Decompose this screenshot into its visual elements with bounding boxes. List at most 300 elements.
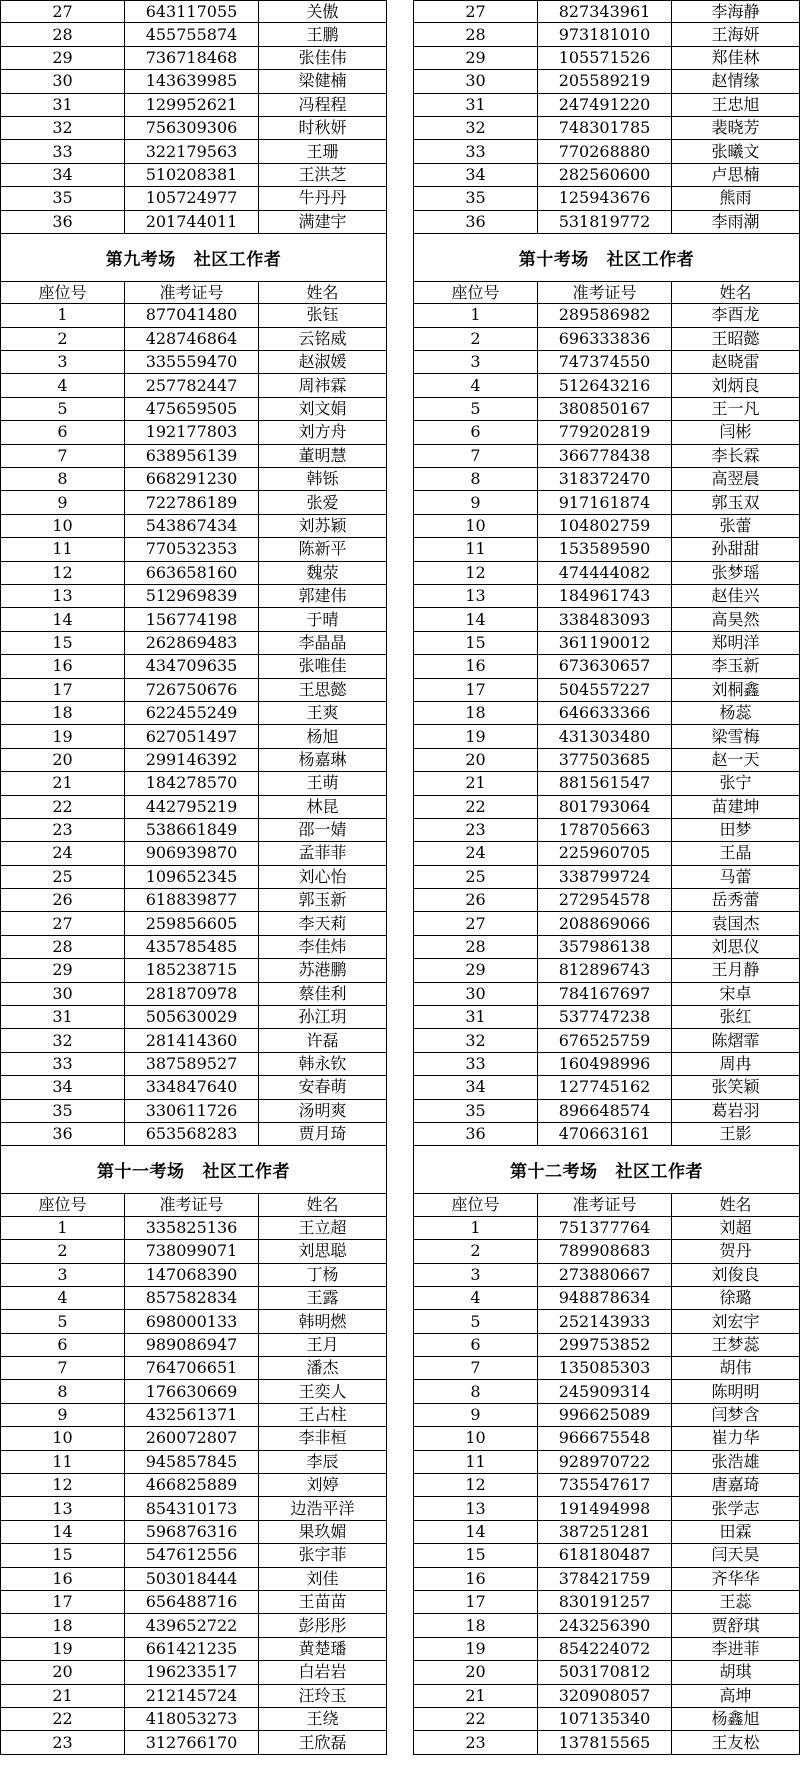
ticket-number: 361190012 [537,632,671,654]
seat-number: 32 [0,1029,124,1051]
table-row [413,398,800,421]
seat-number: 6 [0,421,124,443]
table-row [413,70,800,93]
table-row [413,538,800,561]
table-row [413,328,800,351]
candidate-name: 张爱 [258,491,387,513]
candidate-name: 赵佳兴 [671,585,800,607]
candidate-name: 王绕 [258,1708,387,1730]
table-row [0,1708,387,1731]
seat-number: 27 [413,1,537,22]
table-row [413,47,800,70]
ticket-number: 196233517 [124,1661,258,1683]
table-header-row [0,1193,387,1216]
table-row [0,374,387,397]
candidate-name: 王友松 [671,1731,800,1753]
ticket-number: 377503685 [537,749,671,771]
candidate-name: 赵一天 [671,749,800,771]
seat-number: 13 [0,585,124,607]
seat-number: 13 [0,1497,124,1519]
candidate-name: 郭玉双 [671,491,800,513]
table-row [0,866,387,889]
ticket-number: 156774198 [124,608,258,630]
table-row [0,983,387,1006]
ticket-number: 185238715 [124,959,258,981]
seat-number: 35 [413,1100,537,1122]
ticket-number: 243256390 [537,1614,671,1636]
ticket-number: 247491220 [537,94,671,116]
seat-number: 8 [0,468,124,490]
candidate-name: 王晶 [671,842,800,864]
seat-number: 9 [0,491,124,513]
exam-room-number: 第十考场 [518,249,589,270]
ticket-number: 877041480 [124,304,258,326]
candidate-name: 闫天昊 [671,1544,800,1566]
candidate-name: 郭玉新 [258,889,387,911]
table-row [413,1685,800,1708]
table-row [0,936,387,959]
table-row [0,1380,387,1403]
ticket-number: 432561371 [124,1404,258,1426]
seat-number: 19 [0,1638,124,1660]
ticket-number: 673630657 [537,655,671,677]
ticket-number: 801793064 [537,796,671,818]
ticket-number: 312766170 [124,1731,258,1753]
seat-number: 34 [0,164,124,186]
ticket-number: 722786189 [124,491,258,513]
ticket-number: 618839877 [124,889,258,911]
table-row [413,1404,800,1427]
seat-number: 5 [0,1310,124,1332]
table-row [0,842,387,865]
candidate-name: 李天莉 [258,912,387,934]
candidate-name: 李雨潮 [671,211,800,233]
exam-room-section [413,0,800,234]
table-row [0,1006,387,1029]
candidate-name: 高翌晨 [671,468,800,490]
ticket-number: 380850167 [537,398,671,420]
ticket-number: 107135340 [537,1708,671,1730]
candidate-name: 刘炳良 [671,374,800,396]
table-row [0,1334,387,1357]
ticket-number: 512969839 [124,585,258,607]
ticket-number: 738099071 [124,1240,258,1262]
candidate-name: 李佳炜 [258,936,387,958]
candidate-name: 邵一婧 [258,819,387,841]
table-row [413,1287,800,1310]
table-row [413,1334,800,1357]
seat-number: 12 [413,1474,537,1496]
table-row [413,491,800,514]
table-row [413,1661,800,1684]
table-row [413,585,800,608]
ticket-number: 812896743 [537,959,671,981]
exam-room-title [0,1146,387,1193]
seat-number: 11 [0,538,124,560]
candidate-name: 白岩岩 [258,1661,387,1683]
table-row [0,1076,387,1099]
seat-number: 11 [413,538,537,560]
ticket-number: 653568283 [124,1123,258,1145]
candidate-name: 云铭威 [258,328,387,350]
ticket-number: 338799724 [537,866,671,888]
exam-room-section [413,1146,800,1754]
seat-number: 4 [0,374,124,396]
seat-number: 1 [413,304,537,326]
table-row [0,608,387,631]
seat-number: 15 [413,1544,537,1566]
seat-number: 3 [0,1264,124,1286]
candidate-name: 张蕾 [671,515,800,537]
ticket-number: 143639985 [124,70,258,92]
candidate-name: 胡琪 [671,1661,800,1683]
seat-number: 25 [0,866,124,888]
seat-number: 31 [0,1006,124,1028]
ticket-number: 928970722 [537,1451,671,1473]
candidate-name: 周冉 [671,1053,800,1075]
table-row [413,959,800,982]
seat-number: 15 [0,1544,124,1566]
table-row [413,374,800,397]
seat-number: 17 [0,679,124,701]
seat-number: 29 [0,47,124,69]
ticket-number: 622455249 [124,702,258,724]
table-row [413,819,800,842]
seat-number: 35 [413,187,537,209]
table-row [0,0,387,23]
seat-number: 14 [413,1521,537,1543]
table-row [0,1240,387,1263]
candidate-name: 田霖 [671,1521,800,1543]
table-row [0,1591,387,1614]
seat-number: 32 [413,1029,537,1051]
candidate-name: 张笑颖 [671,1076,800,1098]
candidate-name: 董明慧 [258,445,387,467]
seat-number: 21 [413,1685,537,1707]
seat-number: 2 [413,328,537,350]
table-row [413,1053,800,1076]
seat-number: 20 [0,1661,124,1683]
candidate-name: 刘桐鑫 [671,679,800,701]
ticket-number: 784167697 [537,983,671,1005]
candidate-name: 李辰 [258,1451,387,1473]
candidate-name: 王月 [258,1334,387,1356]
candidate-name: 苏港鹏 [258,959,387,981]
seat-number: 27 [0,912,124,934]
seat-number: 28 [0,936,124,958]
table-row [413,1544,800,1567]
candidate-name: 卢思楠 [671,164,800,186]
candidate-name: 徐璐 [671,1287,800,1309]
table-row [0,1614,387,1637]
table-row [0,47,387,70]
candidate-name: 牛丹丹 [258,187,387,209]
seat-number: 33 [413,1053,537,1075]
table-row [413,117,800,140]
candidate-name: 安春萌 [258,1076,387,1098]
seat-number: 30 [0,70,124,92]
candidate-name: 王昭懿 [671,328,800,350]
seat-number: 3 [413,1264,537,1286]
candidate-name: 刘文娟 [258,398,387,420]
exam-category: 社区工作者 [606,249,695,270]
ticket-number: 504557227 [537,679,671,701]
table-row [0,164,387,187]
ticket-number: 973181010 [537,23,671,45]
candidate-name: 王占柱 [258,1404,387,1426]
candidate-name: 王奕人 [258,1380,387,1402]
table-row [413,1357,800,1380]
ticket-number: 387251281 [537,1521,671,1543]
exam-room-title [413,234,800,281]
table-row [0,94,387,117]
ticket-number: 289586982 [537,304,671,326]
seat-number: 19 [413,1638,537,1660]
table-row [0,1474,387,1497]
table-row [0,1685,387,1708]
right-column [413,0,800,1755]
seat-number: 4 [413,374,537,396]
candidate-name: 王欣磊 [258,1731,387,1753]
candidate-name: 王苗苗 [258,1591,387,1613]
candidate-name: 胡伟 [671,1357,800,1379]
table-row [0,562,387,585]
ticket-number: 147068390 [124,1264,258,1286]
ticket-number: 656488716 [124,1591,258,1613]
seat-number: 18 [413,1614,537,1636]
candidate-name: 韩永钦 [258,1053,387,1075]
candidate-name: 林昆 [258,796,387,818]
seat-number: 12 [0,562,124,584]
ticket-number: 178705663 [537,819,671,841]
seat-number: 30 [413,983,537,1005]
ticket-number: 205589219 [537,70,671,92]
table-header-row [413,281,800,304]
candidate-name: 王爽 [258,702,387,724]
header-ticket: 准考证号 [537,1194,671,1215]
ticket-number: 736718468 [124,47,258,69]
table-row [413,1451,800,1474]
ticket-number: 442795219 [124,796,258,818]
candidate-name: 杨嘉琳 [258,749,387,771]
ticket-number: 334847640 [124,1076,258,1098]
seat-number: 2 [0,1240,124,1262]
candidate-name: 满建宇 [258,211,387,233]
seat-number: 16 [0,1568,124,1590]
candidate-name: 高昊然 [671,608,800,630]
table-row [0,702,387,725]
header-name: 姓名 [671,282,800,303]
ticket-number: 105724977 [124,187,258,209]
exam-room-number: 第十一考场 [97,1162,185,1183]
seat-number: 11 [0,1451,124,1473]
candidate-name: 李晶晶 [258,632,387,654]
ticket-number: 320908057 [537,1685,671,1707]
candidate-name: 汪玲玉 [258,1685,387,1707]
seat-number: 6 [413,421,537,443]
ticket-number: 696333836 [537,328,671,350]
table-row [413,94,800,117]
candidate-name: 刘心怡 [258,866,387,888]
seat-number: 34 [413,164,537,186]
table-row [0,796,387,819]
ticket-number: 135085303 [537,1357,671,1379]
ticket-number: 474444082 [537,562,671,584]
table-row [0,1451,387,1474]
ticket-number: 627051497 [124,725,258,747]
candidate-name: 潘杰 [258,1357,387,1379]
seat-number: 16 [0,655,124,677]
table-row [0,819,387,842]
ticket-number: 109652345 [124,866,258,888]
seat-number: 21 [0,772,124,794]
candidate-name: 陈明明 [671,1380,800,1402]
ticket-number: 854310173 [124,1497,258,1519]
ticket-number: 330611726 [124,1100,258,1122]
table-row [0,398,387,421]
ticket-number: 184961743 [537,585,671,607]
candidate-name: 李长霖 [671,445,800,467]
candidate-name: 蔡佳利 [258,983,387,1005]
ticket-number: 503018444 [124,1568,258,1590]
candidate-name: 王忠旭 [671,94,800,116]
table-row [0,1731,387,1754]
table-row [413,749,800,772]
candidate-name: 梁雪梅 [671,725,800,747]
table-row [413,1521,800,1544]
ticket-number: 470663161 [537,1123,671,1145]
seat-number: 28 [413,936,537,958]
table-header-row [413,1193,800,1216]
table-row [413,1708,800,1731]
ticket-number: 357986138 [537,936,671,958]
ticket-number: 756309306 [124,117,258,139]
seat-number: 8 [413,468,537,490]
ticket-number: 989086947 [124,1334,258,1356]
table-row [413,1264,800,1287]
candidate-name: 张学志 [671,1497,800,1519]
candidate-name: 张钰 [258,304,387,326]
candidate-name: 杨蕊 [671,702,800,724]
table-row [413,936,800,959]
seat-number: 30 [0,983,124,1005]
ticket-number: 726750676 [124,679,258,701]
header-name: 姓名 [258,1194,387,1215]
table-row [0,1544,387,1567]
candidate-name: 张唯佳 [258,655,387,677]
table-row [413,140,800,163]
candidate-name: 王露 [258,1287,387,1309]
ticket-number: 638956139 [124,445,258,467]
seat-number: 29 [0,959,124,981]
table-row [413,445,800,468]
seat-number: 8 [413,1380,537,1402]
header-seat: 座位号 [413,282,537,303]
table-row [413,187,800,210]
seat-number: 16 [413,1568,537,1590]
candidate-name: 张红 [671,1006,800,1028]
exam-category: 社区工作者 [202,1162,290,1183]
table-row [0,1264,387,1287]
seat-number: 10 [413,515,537,537]
candidate-name: 魏荥 [258,562,387,584]
ticket-number: 618180487 [537,1544,671,1566]
ticket-number: 906939870 [124,842,258,864]
table-row [413,1217,800,1240]
table-row [413,1380,800,1403]
candidate-name: 陈新平 [258,538,387,560]
exam-room-section [0,0,387,234]
ticket-number: 643117055 [124,1,258,22]
seat-number: 36 [0,1123,124,1145]
ticket-number: 676525759 [537,1029,671,1051]
ticket-number: 366778438 [537,445,671,467]
seat-number: 33 [413,140,537,162]
seat-number: 34 [413,1076,537,1098]
seat-number: 22 [0,1708,124,1730]
table-row [413,866,800,889]
header-name: 姓名 [671,1194,800,1215]
candidate-name: 刘超 [671,1217,800,1239]
candidate-name: 王蕊 [671,1591,800,1613]
seat-number: 35 [0,187,124,209]
table-row [0,1029,387,1052]
ticket-number: 748301785 [537,117,671,139]
ticket-number: 282560600 [537,164,671,186]
candidate-name: 张宇菲 [258,1544,387,1566]
table-row [0,725,387,748]
ticket-number: 543867434 [124,515,258,537]
table-row [0,491,387,514]
candidate-name: 闫彬 [671,421,800,443]
candidate-name: 杨旭 [258,725,387,747]
seat-number: 1 [413,1217,537,1239]
header-ticket: 准考证号 [124,1194,258,1215]
candidate-name: 丁杨 [258,1264,387,1286]
table-row [413,1614,800,1637]
ticket-number: 201744011 [124,211,258,233]
seat-number: 3 [413,351,537,373]
seat-number: 23 [413,1731,537,1753]
ticket-number: 273880667 [537,1264,671,1286]
table-row [413,211,800,234]
table-row [0,421,387,444]
seat-number: 25 [413,866,537,888]
ticket-number: 735547617 [537,1474,671,1496]
table-row [0,912,387,935]
table-row [413,164,800,187]
ticket-number: 537747238 [537,1006,671,1028]
ticket-number: 439652722 [124,1614,258,1636]
seat-number: 7 [0,445,124,467]
candidate-name: 王影 [671,1123,800,1145]
candidate-name: 王洪芝 [258,164,387,186]
candidate-name: 王思懿 [258,679,387,701]
table-row [0,1427,387,1450]
seat-number: 24 [413,842,537,864]
candidate-name: 裴晓芳 [671,117,800,139]
candidate-name: 果玖媚 [258,1521,387,1543]
ticket-number: 208869066 [537,912,671,934]
table-row [0,445,387,468]
ticket-number: 192177803 [124,421,258,443]
table-row [0,117,387,140]
ticket-number: 764706651 [124,1357,258,1379]
ticket-number: 881561547 [537,772,671,794]
table-row [0,1661,387,1684]
ticket-number: 137815565 [537,1731,671,1753]
seat-number: 7 [413,1357,537,1379]
